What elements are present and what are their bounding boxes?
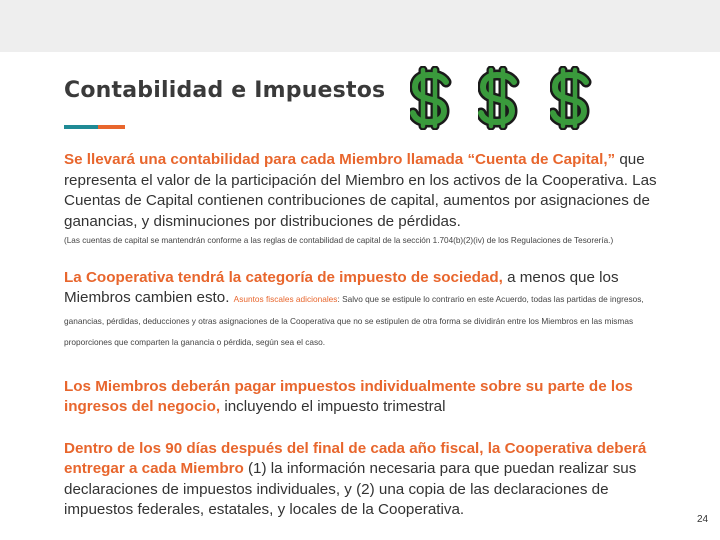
paragraph-text: que representa el valor de la participación del Miembro en los activos de la Cooperativa. Las Cuentas de Capital contienen contribuciones de capital, aumentos por asignaciones de ganancias, y disminuciones por distribuciones de pérdidas. [64, 151, 657, 230]
title-underline-orange [98, 125, 125, 129]
dollar-sign-icon [410, 66, 454, 130]
paragraph-lead: Dentro de los 90 días después del final de cada año fiscal, la Cooperativa deberá entregar a cada Miembro [64, 439, 647, 477]
title-underline-teal [64, 125, 98, 129]
paragraph-text: (1) la información necesaria para que puedan realizar sus declaraciones de impuestos individuales, y (2) una copia de las declaraciones de impuestos federales, estatales, y locales de la Cooperativa. [64, 460, 637, 518]
top-bar [0, 0, 720, 52]
paragraph-lead: Se llevará una contabilidad para cada Miembro llamada “Cuenta de Capital,” [64, 151, 616, 168]
slide-body [64, 150, 674, 521]
paragraph-text: incluyendo el impuesto trimestral [220, 398, 446, 415]
paragraph-member-taxes [64, 377, 674, 418]
paragraph-annual-info [64, 439, 674, 521]
paragraph-text: a menos que los Miembros cambien esto. [64, 268, 619, 306]
footnote-text: (Las cuentas de capital se mantendrán conforme a las reglas de contabilidad de capital de la sección 1.704(b)(2)(iv) de los Regulaciones de Tesorería.) [64, 236, 614, 245]
dollar-sign-icon [478, 66, 522, 130]
sublabel-text: Asuntos fiscales adicionales [233, 294, 338, 304]
paragraph-lead: La Cooperativa tendrá la categoría de impuesto de sociedad, [64, 268, 503, 286]
page-number: 24 [697, 514, 709, 525]
paragraph-lead: Los Miembros deberán pagar impuestos individualmente sobre su parte de los ingresos del negocio, [64, 377, 633, 415]
page-title: Contabilidad e Impuestos [64, 78, 386, 103]
dollar-sign-icon [550, 66, 594, 130]
paragraph-capital-accounts [64, 150, 674, 248]
footnote-text: : Salvo que se estipule lo contrario en este Acuerdo, todas las partidas de ingresos, ganancias, pérdidas, deducciones y otras asignaciones de la Cooperativa que no se estipulen de otra forma se dividirán entre los Miembros en las mismas proporciones que comparten la ganancia o pérdida, según sea el caso. [64, 294, 644, 347]
paragraph-tax-category [64, 268, 674, 353]
